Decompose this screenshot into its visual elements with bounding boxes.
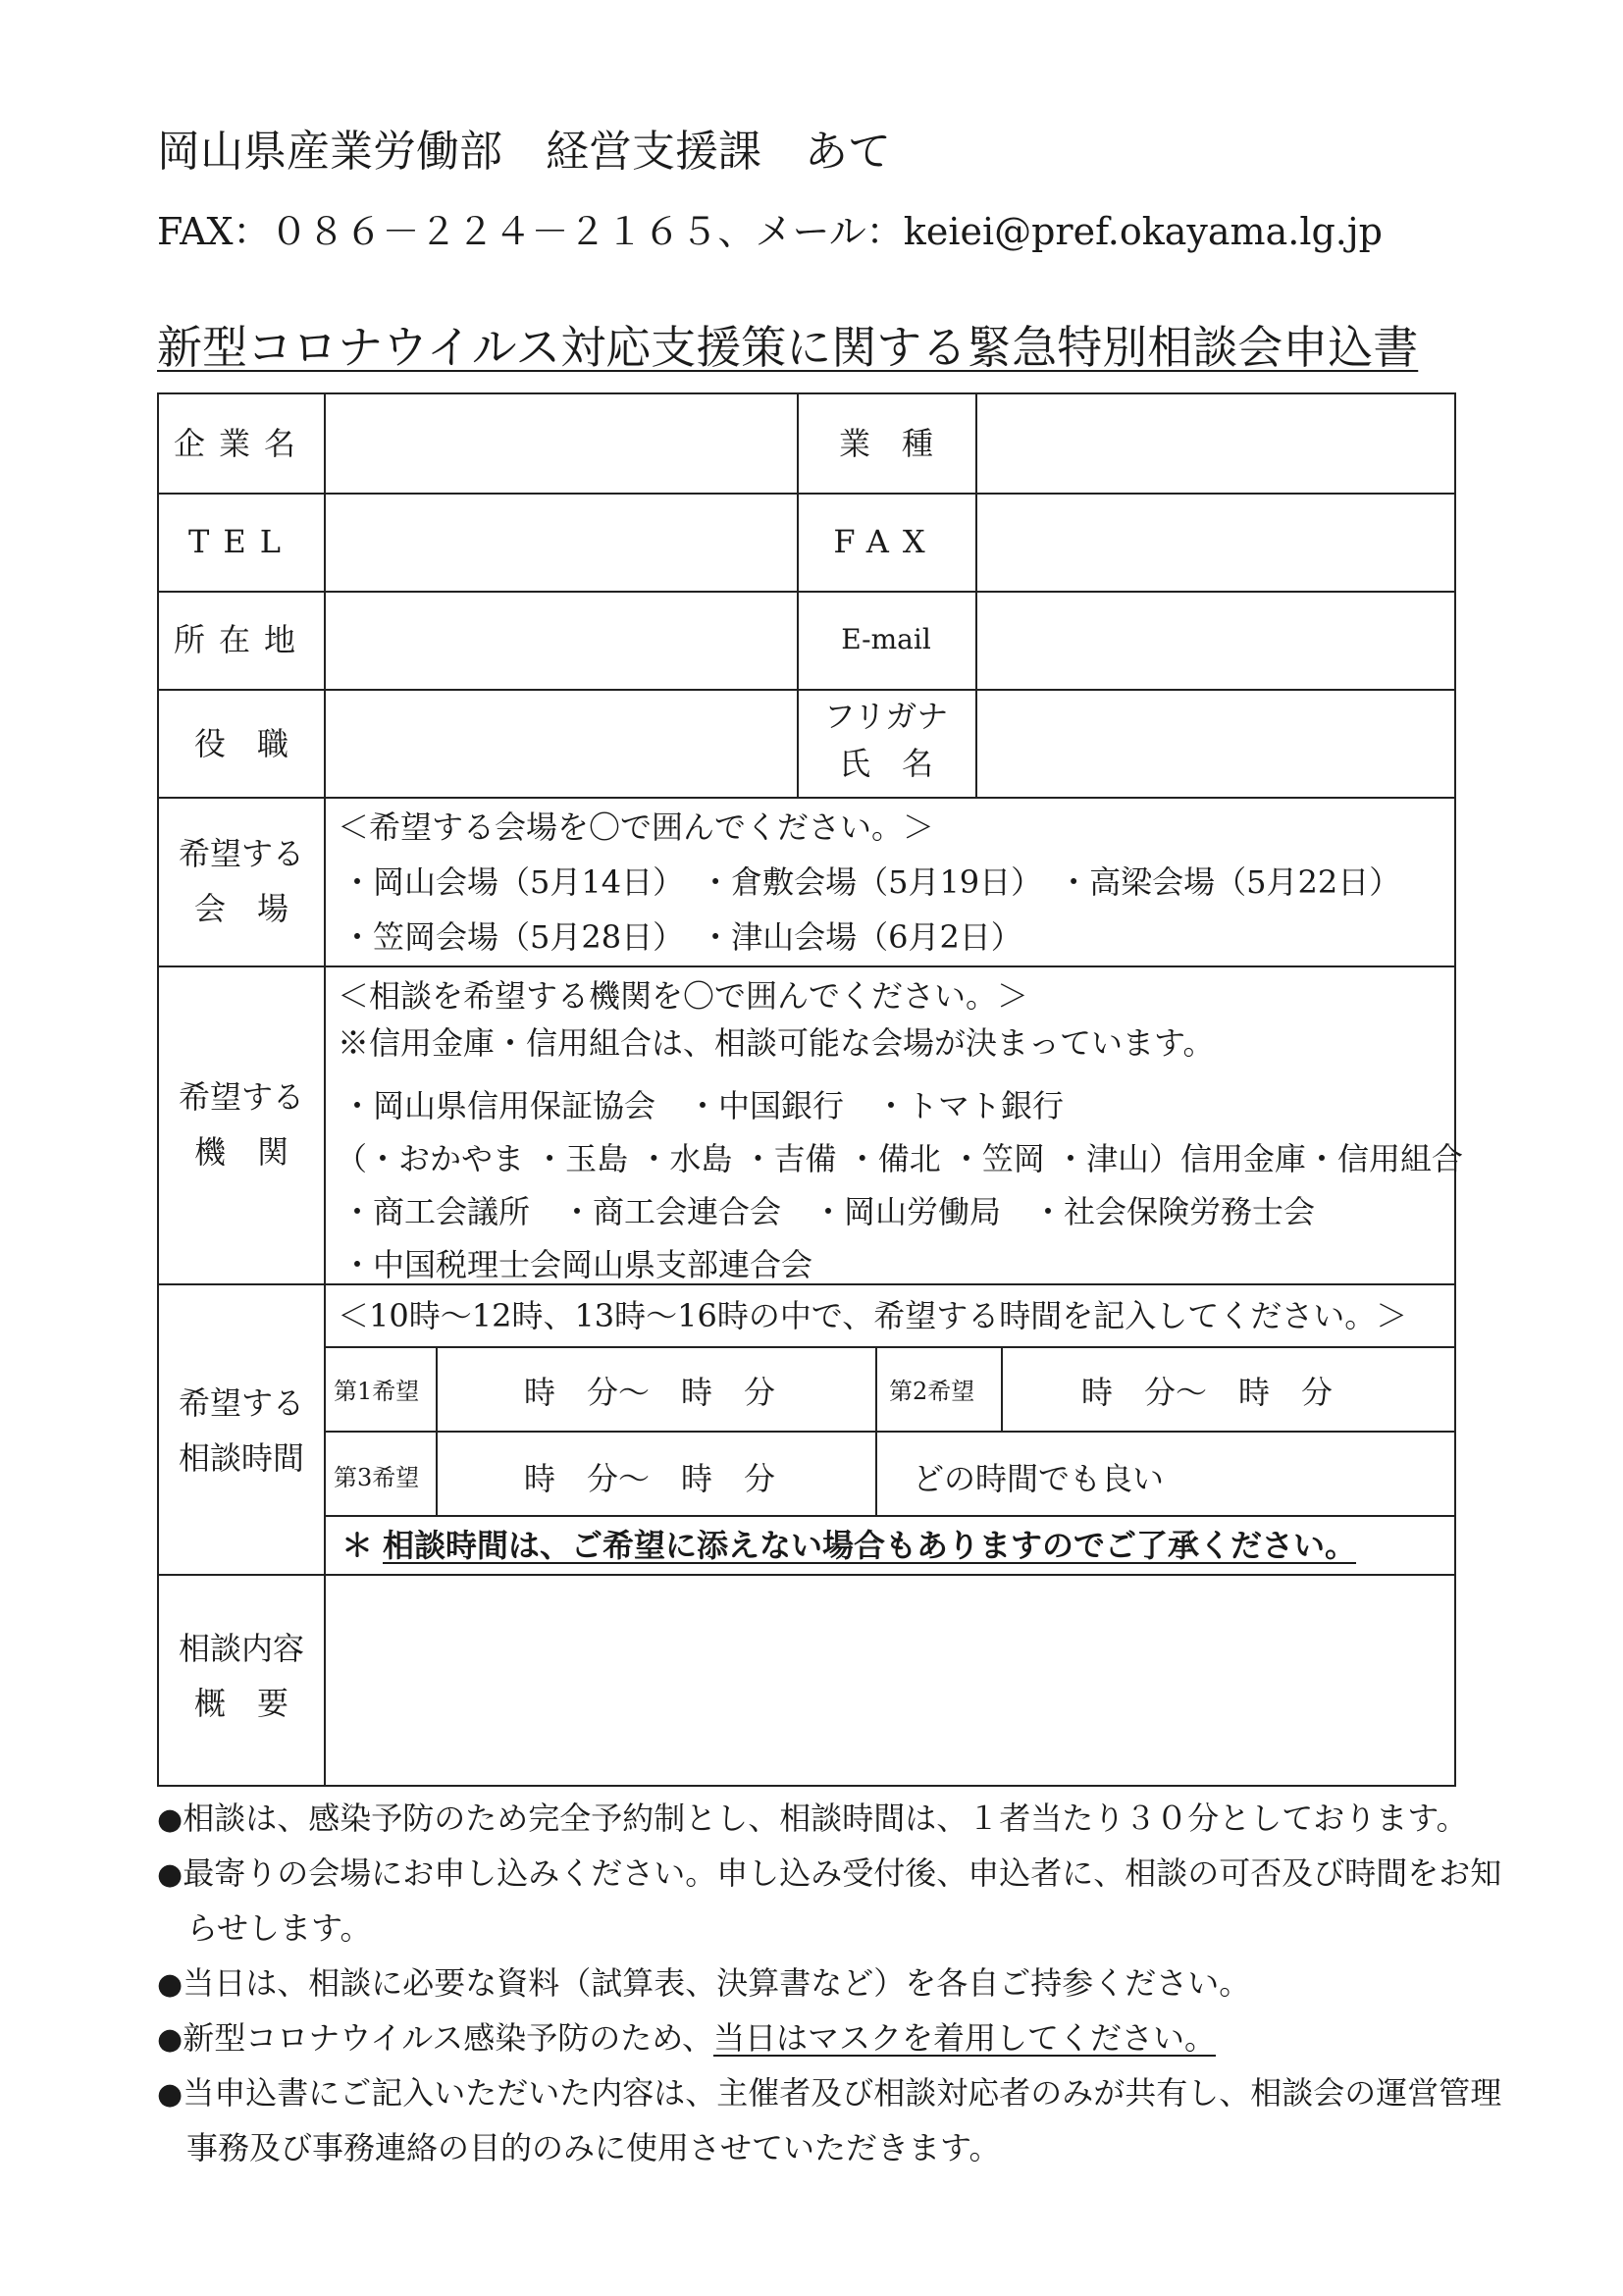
- page-title: 新型コロナウイルス対応支援策に関する緊急特別相談会申込書: [157, 321, 1419, 374]
- bullet-icon: ●: [157, 1857, 183, 1892]
- content-label-1: 相談内容: [178, 1630, 304, 1667]
- name-field[interactable]: [977, 691, 1454, 795]
- choice3-label: 第3希望: [334, 1464, 420, 1491]
- warning-star: ＊: [341, 1527, 374, 1564]
- bullet-icon: ●: [157, 2022, 183, 2057]
- agency-options-3[interactable]: ・商工会議所 ・商工会連合会 ・岡山労働局 ・社会保険労務士会: [341, 1193, 1316, 1230]
- company-label: 企業名: [173, 425, 309, 462]
- addressee: 岡山県産業労働部 経営支援課 あて: [157, 127, 891, 177]
- venue-label-1: 希望する: [178, 835, 304, 872]
- note-2: ●最寄りの会場にお申し込みください。申し込み受付後、申込者に、相談の可否及び時間をお知: [157, 1854, 1502, 1892]
- industry-label: 業 種: [838, 425, 933, 462]
- choice2-slot[interactable]: 時 分～ 時 分: [1081, 1374, 1334, 1411]
- agency-options-4[interactable]: ・中国税理士会岡山県支部連合会: [341, 1246, 813, 1283]
- industry-field[interactable]: [977, 396, 1454, 491]
- position-field[interactable]: [326, 691, 795, 795]
- col-divider: [875, 1346, 877, 1515]
- fax-label: FAX: [833, 523, 939, 560]
- time-instruction: ＜10時～12時、13時～16時の中で、希望する時間を記入してください。＞: [338, 1297, 1408, 1334]
- time-label-2: 相談時間: [178, 1439, 304, 1477]
- venue-options-1[interactable]: ・岡山会場（5月14日） ・倉敷会場（5月19日） ・高梁会場（5月22日）: [341, 863, 1401, 901]
- address-field[interactable]: [326, 593, 795, 687]
- agency-options-2[interactable]: （・おかやま ・玉島 ・水島 ・吉備 ・備北 ・笠岡 ・津山）信用金庫・信用組合: [336, 1140, 1464, 1177]
- application-form: [157, 392, 1464, 1787]
- note-3: ●当日は、相談に必要な資料（試算表、決算書など）を各自ご持参ください。: [157, 1964, 1251, 2002]
- content-label-2: 概 要: [193, 1685, 288, 1722]
- position-label: 役 職: [193, 725, 288, 762]
- email-label: E-mail: [841, 623, 931, 655]
- agency-label-1: 希望する: [178, 1078, 304, 1116]
- col-divider: [436, 1346, 438, 1515]
- note-5: ●当申込書にご記入いただいた内容は、主催者及び相談対応者のみが共有し、相談会の運営管理: [157, 2074, 1502, 2112]
- bullet-icon: ●: [157, 1967, 183, 2002]
- row-divider: [324, 1515, 1454, 1517]
- row-divider: [324, 1431, 1454, 1433]
- email-field[interactable]: [977, 593, 1454, 687]
- tel-field[interactable]: [326, 495, 795, 589]
- row-divider: [159, 797, 1454, 799]
- venue-label-2: 会 場: [193, 890, 288, 927]
- choice2-label: 第2希望: [889, 1378, 975, 1405]
- bullet-icon: ●: [157, 1802, 183, 1837]
- address-label: 所在地: [173, 621, 309, 658]
- time-label-1: 希望する: [178, 1384, 304, 1422]
- choice3-slot[interactable]: 時 分～ 時 分: [524, 1460, 776, 1497]
- row-divider: [159, 965, 1454, 967]
- note-1: ●相談は、感染予防のため完全予約制とし、相談時間は、１者当たり３０分としております。: [157, 1800, 1468, 1837]
- furigana-label: フリガナ: [823, 698, 949, 735]
- choice1-slot[interactable]: 時 分～ 時 分: [524, 1374, 776, 1411]
- any-time-option[interactable]: どの時間でも良い: [913, 1460, 1165, 1497]
- contact-line: FAX：０８６－２２４－２１６５、メール：keiei@pref.okayama.lg.jp: [157, 210, 1383, 253]
- choice1-label: 第1希望: [334, 1378, 420, 1405]
- agency-note: ※信用金庫・信用組合は、相談可能な会場が決まっています。: [338, 1024, 1215, 1062]
- note-2-continued: らせします。: [186, 1909, 372, 1947]
- bullet-icon: ●: [157, 2077, 183, 2112]
- tel-label: TEL: [188, 523, 294, 560]
- fax-field[interactable]: [977, 495, 1454, 589]
- agency-options-1[interactable]: ・岡山県信用保証協会 ・中国銀行 ・トマト銀行: [341, 1087, 1065, 1124]
- venue-options-2[interactable]: ・笠岡会場（5月28日） ・津山会場（6月2日）: [341, 918, 1022, 956]
- time-warning: 相談時間は、ご希望に添えない場合もありますのでご了承ください。: [383, 1527, 1357, 1564]
- row-divider: [324, 1346, 1454, 1348]
- venue-instruction: ＜希望する会場を〇で囲んでください。＞: [338, 809, 935, 846]
- agency-label-2: 機 関: [193, 1133, 288, 1171]
- company-field[interactable]: [326, 396, 795, 491]
- agency-instruction: ＜相談を希望する機関を〇で囲んでください。＞: [338, 977, 1029, 1015]
- note-4: ●新型コロナウイルス感染予防のため、当日はマスクを着用してください。: [157, 2019, 1217, 2057]
- note-5-continued: 事務及び事務連絡の目的のみに使用させていただきます。: [186, 2129, 1001, 2166]
- content-field[interactable]: [326, 1576, 1454, 1783]
- name-label: 氏 名: [838, 745, 933, 782]
- col-divider: [1001, 1346, 1003, 1431]
